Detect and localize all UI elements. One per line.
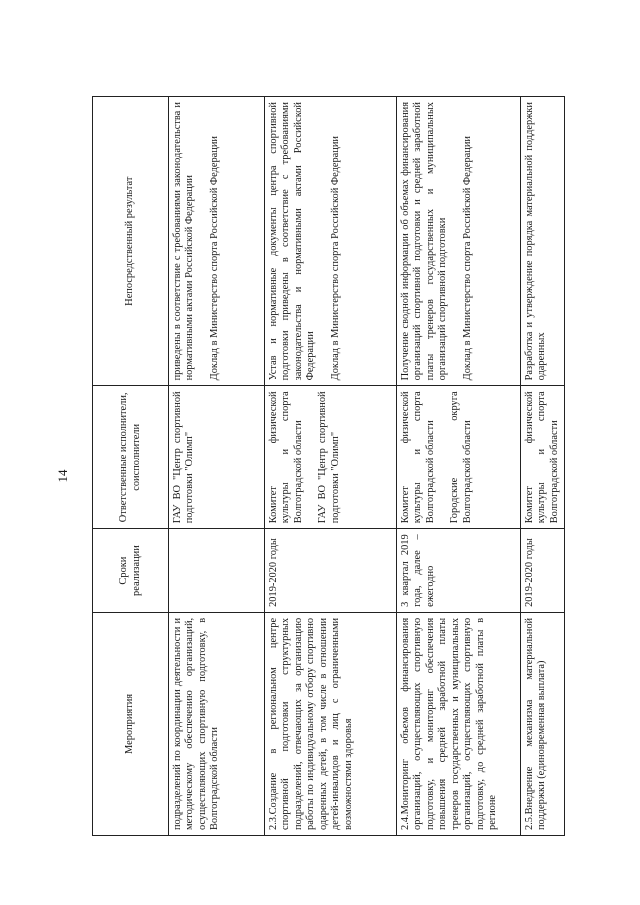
table-row [521, 97, 565, 836]
header-results: Непосредственный результат [93, 97, 169, 386]
table-header-row [93, 97, 169, 836]
events-table [92, 96, 565, 836]
executor-line: Комитет физической культуры и спорта Волгоградской области [268, 391, 304, 524]
result-line: Устав и нормативные документы центра спортивной подготовки приведены в соответствие с требованиями законодательства и нормативными актами Российской Федерации [268, 102, 317, 381]
result-line: приведены в соответствие с требованиями законодательства и нормативными актами Российской Федерации [172, 102, 196, 381]
cell-executors [521, 386, 565, 529]
result-line: Доклад в Министерство спорта Российской Федерации [208, 136, 220, 381]
executor-line: Городские округа Волгоградской области [449, 391, 473, 524]
page-number: 14 [55, 469, 70, 483]
table-row [397, 97, 521, 836]
table-row [169, 97, 265, 836]
result-line: Разработка и утверждение порядка материальной поддержки одаренных [524, 102, 548, 381]
cell-results [265, 97, 397, 386]
table-row [265, 97, 397, 836]
cell-executors [265, 386, 397, 529]
cell-term: 2019-2020 годы [265, 529, 397, 613]
cell-event: подразделений по координации деятельности и методическому обеспечению организаций, осуществляющих спортивную подготовку, в Волгоградской области [169, 612, 265, 835]
executor-line: ГАУ ВО "Центр спортивной подготовки "Олимп" [317, 391, 341, 524]
cell-results [521, 97, 565, 386]
cell-event: 2.3.Создание в региональном центре спортивной подготовки структурных подразделений, отвечающих за организацию работы по индивидуальному отбору спортивно одаренных детей, в том числе в отношении детей-инвалидов и лиц с ограниченными возможностями здоровья [265, 612, 397, 835]
header-events: Мероприятия [93, 612, 169, 835]
executor-line: Комитет физической культуры и спорта Волгоградской области [400, 391, 436, 524]
header-terms: Сроки реализации [93, 529, 169, 613]
cell-term [169, 529, 265, 613]
cell-event: 2.5.Внедрение механизма материальной поддержки (единовременная выплата) [521, 612, 565, 835]
cell-event: 2.4.Мониторинг объемов финансирования организаций, осуществляющих спортивную подготовку, и мониторинг обеспечения повышения средней заработной платы тренеров государственных и муниципальных организаций, осуществляющих спортивную подготовку, до средней заработной платы в регионе [397, 612, 521, 835]
result-line: Доклад в Министерство спорта Российской Федерации [461, 136, 473, 381]
cell-executors [169, 386, 265, 529]
rotated-table-container [92, 96, 560, 836]
result-line: Получение сводной информации об объемах финансирования организаций спортивной подготовки и средней заработной платы тренеров государственных и муниципальных организаций спортивной подготовки [400, 102, 449, 381]
header-executors: Ответственные исполнители, соисполнители [93, 386, 169, 529]
executor-line: ГАУ ВО "Центр спортивной подготовки "Олимп" [172, 391, 196, 524]
cell-results [169, 97, 265, 386]
cell-executors [397, 386, 521, 529]
cell-results [397, 97, 521, 386]
cell-term: 2019-2020 годы [521, 529, 565, 613]
executor-line: Комитет физической культуры и спорта Волгоградской области [524, 391, 560, 524]
result-line: Доклад в Министерство спорта Российской Федерации [329, 136, 341, 381]
cell-term: 3 квартал 2019 года, далее – ежегодно [397, 529, 521, 613]
